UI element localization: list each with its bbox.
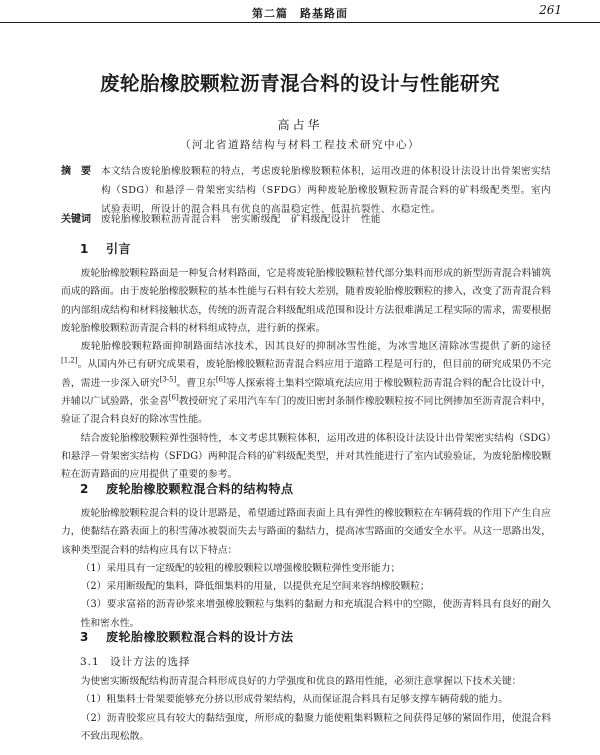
section-number: 1 [80, 242, 89, 256]
paragraph: 废轮胎橡胶颗粒混合料的设计思路是，希望通过路面表面上具有弹性的橡胶颗粒在车辆荷载的作用下产生自应力，使黏结在路表面上的积雪薄冰被裂而失去与路面的黏结力，提高冰雪路面的交通安全水平。从这一思路出发，该种类型混合料的结构应具有以下特点： [61, 508, 551, 556]
list-item: （1）采用具有一定级配的较粗的橡胶颗粒以增强橡胶颗粒弹性变形能力； [80, 562, 401, 574]
section-heading-3 [80, 628, 294, 645]
list-item: （2）采用断级配的集料，降低细集料的用量，以提供充足空间来容纳橡胶颗粒； [80, 581, 430, 593]
page-number: 261 [539, 3, 562, 17]
section-title: 废轮胎橡胶颗粒混合料的设计方法 [106, 630, 294, 644]
keywords [61, 210, 551, 229]
section-1-body [61, 265, 551, 485]
subsection-title: 设计方法的选择 [110, 656, 191, 668]
section-title: 废轮胎橡胶颗粒混合料的结构特点 [106, 482, 294, 496]
subsection-heading-3-1 [80, 654, 191, 669]
paragraph: 结合废轮胎橡胶颗粒弹性强特性，本文考虑其颗粒体积，运用改进的体积设计法设计出骨架密实结构（SDG）和悬浮－骨架密实结构（SFDG）两种混合料的矿料级配类型，并对其性能进行了室内试验验证，为废轮胎橡胶颗粒在沥青路面的应用提供了重要的参考。 [61, 432, 551, 481]
keywords-label: 关键词 [61, 214, 91, 225]
subsection-number: 3.1 [80, 656, 100, 668]
running-head-section: 第二篇 路基路面 [252, 7, 348, 20]
paragraph: 废轮胎橡胶颗粒路面抑制路面结冰技术，因其良好的抑制冰雪性能，为冰雪地区清除冰雪提供了新的途径[1,2]。从国内外已有研究成果看，废轮胎橡胶颗粒沥青混合料应用于道路工程是可行的，但目前的研究成果仍不完善，需进一步深入研究[3-5]。曹卫东[6]等人探索将土集料空隙填充法应用于橡胶颗粒沥青混合料的配合比设计中，并辅以广试验路，张金喜[6]教授研究了采用汽车车门的废旧密封条制作橡胶颗粒按不同比例掺加至沥青混合料中，验证了混合料良好的除冰雪性能。 [61, 341, 552, 426]
citation: [6] [168, 393, 179, 402]
keywords-text: 废轮胎橡胶颗粒沥青混合料 密实断级配 矿料级配设计 性能 [101, 214, 381, 225]
section-heading-2 [80, 480, 294, 497]
section-2-body [61, 505, 551, 633]
author-name: 高占华 [277, 118, 323, 132]
author-affiliation: （河北省道路结构与材料工程技术研究中心） [180, 139, 420, 151]
citation: [6] [215, 375, 226, 384]
citation: [3-5] [159, 375, 177, 384]
list-item: （2）沥青胶浆应具有较大的黏结强度，所形成的黏聚力能使粗集料颗粒之间获得足够的紧固作用，使混合料不致出现松散。 [80, 712, 551, 742]
paper-title: 废轮胎橡胶颗粒沥青混合料的设计与性能研究 [99, 72, 500, 95]
section-title: 引言 [106, 242, 132, 256]
abstract-label: 摘 要 [61, 166, 91, 177]
running-head [0, 0, 600, 23]
paragraph: 为使密实断级配结构沥青混合料形成良好的力学强度和优良的路用性能，必须注意掌握以下技术关键： [80, 676, 522, 687]
abstract-text: 本文结合废轮胎橡胶颗粒的特点，考虑废轮胎橡胶颗粒体积，运用改进的体积设计法设计出骨架密实结构（SDG）和悬浮－骨架密实结构（SFDG）两种废轮胎橡胶颗粒沥青混合料的矿料级配类型。室内试验表明，所设计的混合料具有优良的高温稳定性、低温抗裂性、水稳定性。 [101, 166, 551, 215]
list-item: （1）粗集料士骨架要能够充分挤以形成骨架结构，从而保证混合料具有足够支撑车辆荷载的能力。 [80, 694, 509, 706]
section-heading-1 [80, 240, 131, 257]
subsection-3-1-body [61, 673, 551, 746]
section-number: 2 [80, 482, 89, 496]
section-number: 3 [80, 630, 89, 644]
list-item: （3）要求富裕的沥青砂浆来增强橡胶颗粒与集料的黏耐力和充填混合料中的空隙，使沥青料具有良好的耐久性和密水性。 [80, 599, 551, 629]
paragraph: 废轮胎橡胶颗粒路面是一种复合材料路面，它是将废轮胎橡胶颗粒替代部分集料而形成的新型沥青混合料铺筑而成的路面。由于废轮胎橡胶颗粒的基本性能与石料有较大差别，随着废轮胎橡胶颗粒的掺入，改变了沥青混合料的内部组成结构和材料接触状态，传统的沥青混合料级配组成范围和设计方法很难满足工程实际的需求，需要根据废轮胎橡胶颗粒沥青混合料的材料组成特点，进行新的探索。 [61, 268, 551, 334]
citation: [1,2] [61, 357, 78, 366]
